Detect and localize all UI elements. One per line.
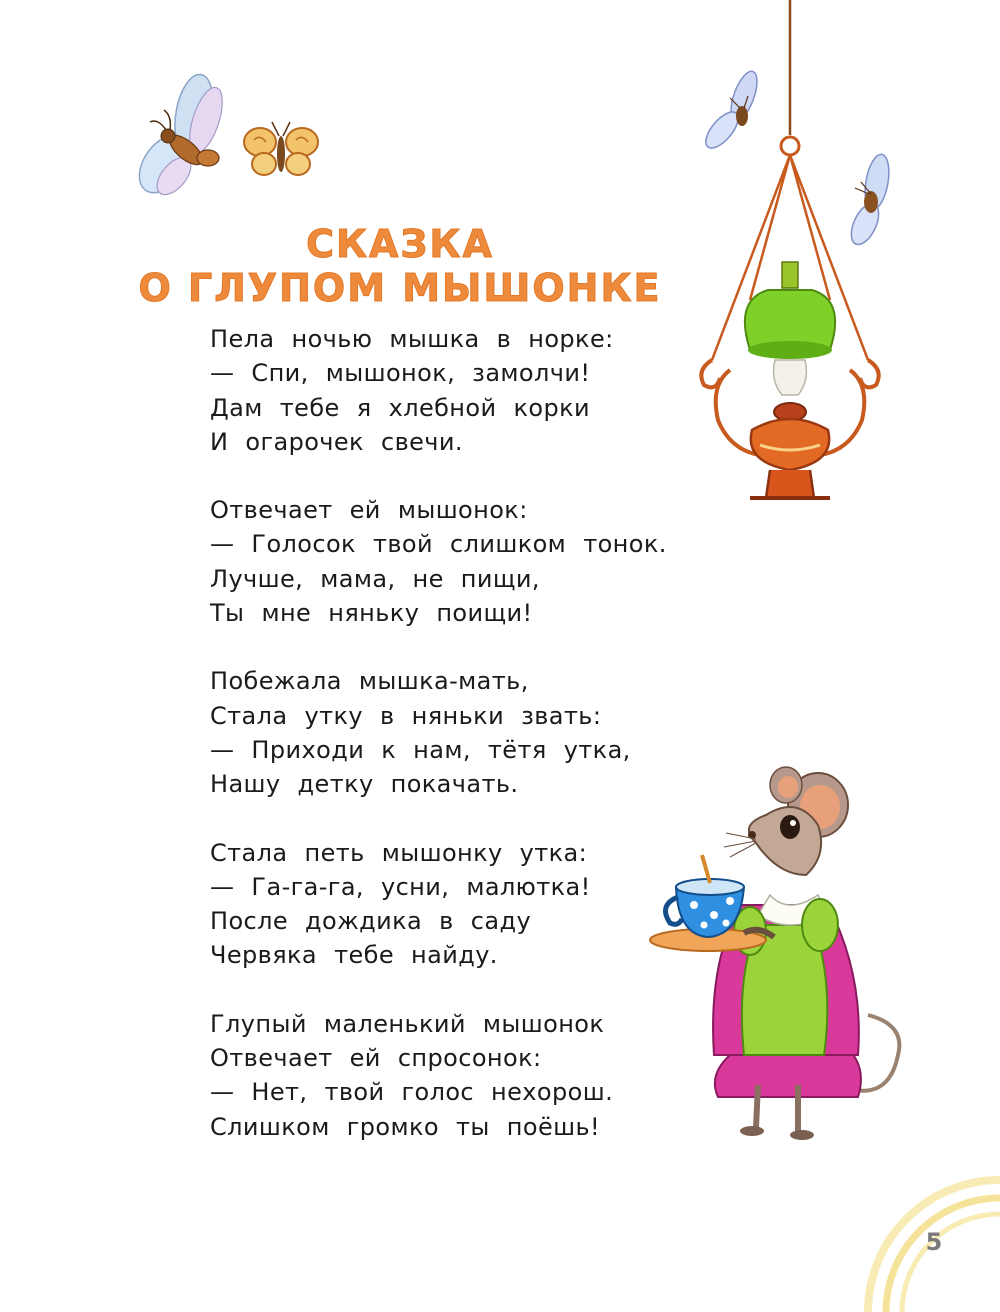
poem-line: Стала петь мышонку утка: [210,838,588,867]
poem-line: Пела ночью мышка в норке: [210,325,614,353]
poem-line: Стала утку в няньки звать: [210,701,602,730]
stanza [210,493,690,630]
poem-line: Червяка тебе найду. [210,941,498,970]
poem-line: — Га-га-га, усни, малютка! [210,872,591,901]
poem-line: Лучше, мама, не пищи, [210,564,540,593]
poem-line: — Приходи к нам, тётя утка, [210,735,631,764]
poem-line: — Голосок твой слишком тонок. [210,530,667,559]
stanza [210,664,690,801]
poem-line: Слишком громко ты поёшь! [210,1112,601,1141]
page-title: СКАЗКА [306,222,494,266]
butterfly-icon [128,72,228,207]
stanza [210,836,690,973]
poem-line: Глупый маленький мышонок [210,1009,605,1038]
page-number: 5 [925,1228,943,1256]
poem-line: — Нет, твой голос нехорош. [210,1078,614,1107]
page-subtitle: О ГЛУПОМ МЫШОНКЕ [138,266,662,310]
poem-line: Ты мне няньку поищи! [210,599,533,628]
butterfly-icon [700,68,770,158]
poem-line: Нашу детку покачать. [210,770,519,799]
poem-line: Отвечает ей спросонок: [210,1044,542,1073]
poem-line: После дождика в саду [210,907,532,936]
poem-line: Побежала мышка-мать, [210,667,529,696]
poem-line: И огарочек свечи. [210,427,463,456]
poem-line: Отвечает ей мышонок: [210,496,528,525]
poem-text [210,322,690,1178]
butterfly-icon [835,150,905,250]
poem-line: Дам тебе я хлебной корки [210,393,591,422]
stanza [210,1007,690,1144]
poem-line: — Спи, мышонок, замолчи! [210,359,591,388]
moth-icon [240,118,322,184]
stanza [210,322,690,459]
